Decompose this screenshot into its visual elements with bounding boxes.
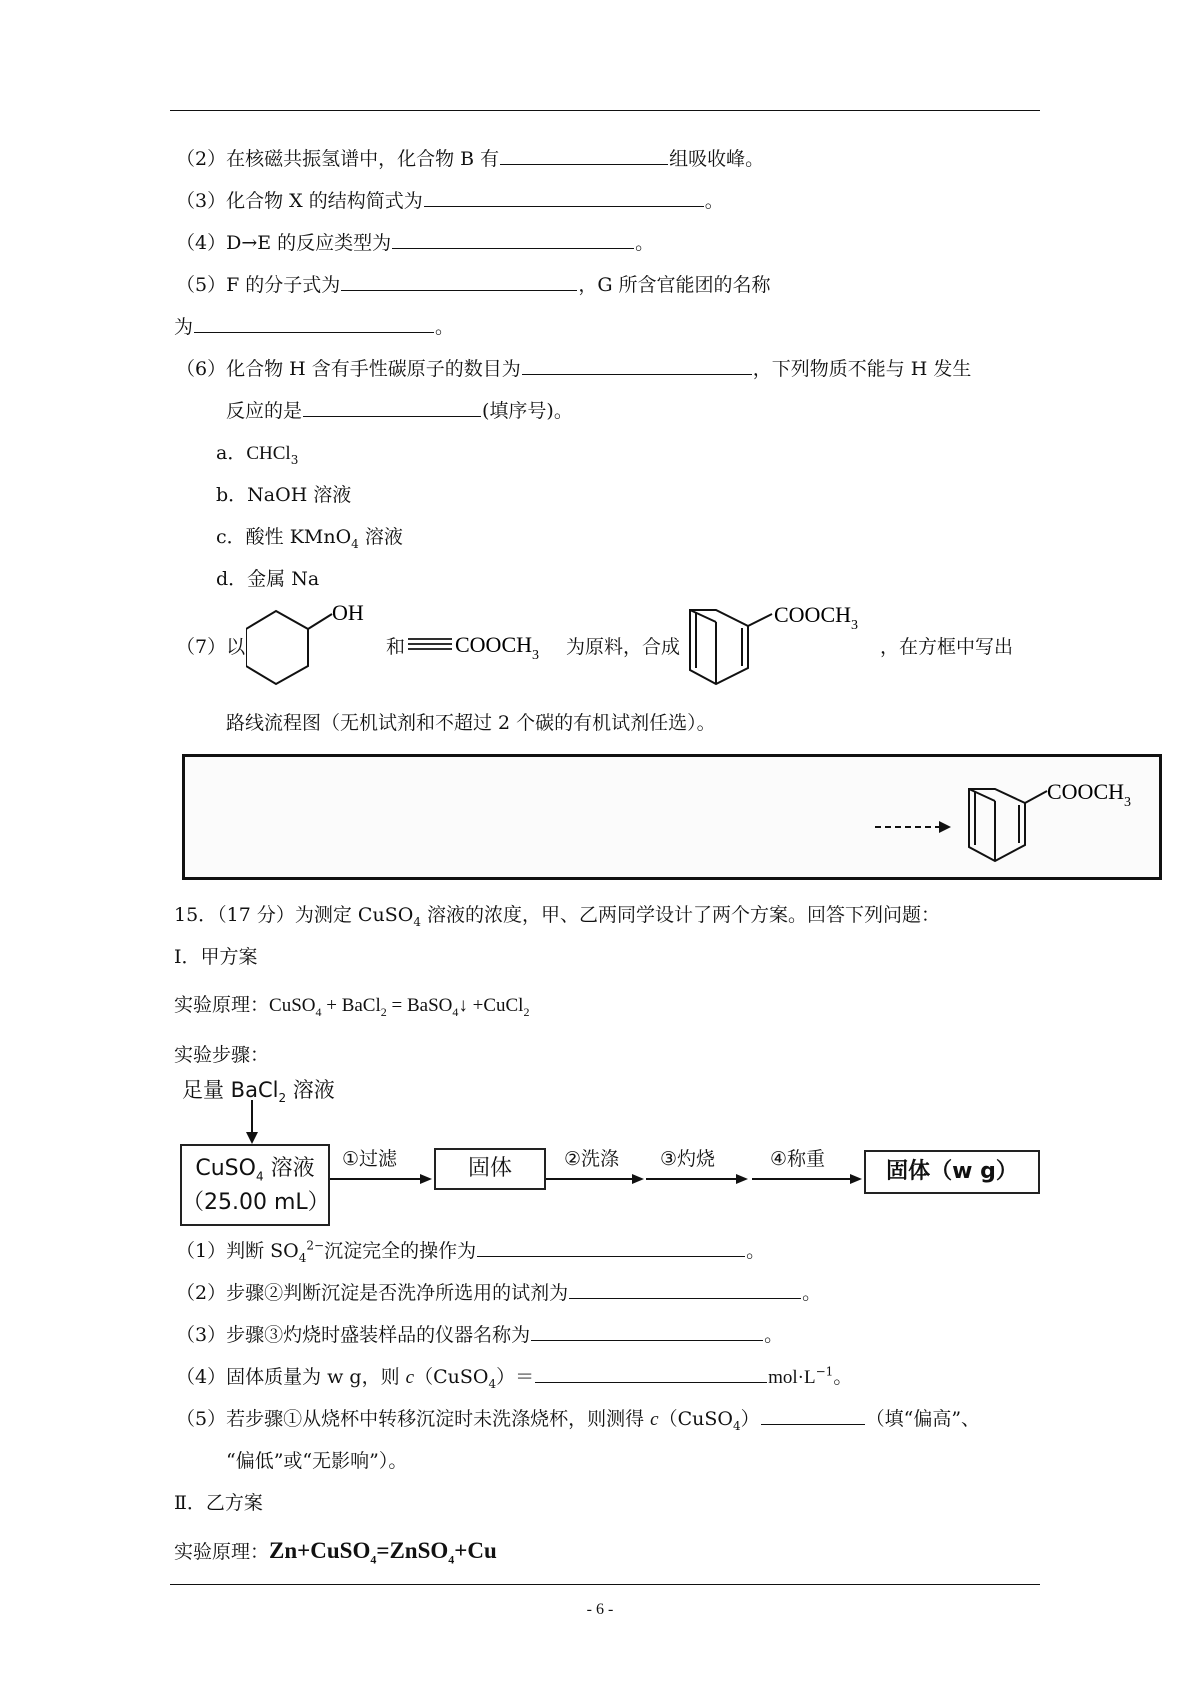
q15-part5-text: （5）若步骤①从烧杯中转移沉淀时未洗涤烧杯，则测得 (176, 1408, 651, 1430)
principle-label: 实验原理： (174, 994, 270, 1016)
q14-part6-text: （6）化合物 H 含有手性碳原子的数目为 (176, 358, 521, 380)
bicyclic-ester-structure (680, 600, 890, 690)
q14-part6-line2 (226, 398, 573, 424)
unit: mol·L (768, 1367, 816, 1388)
option-letter: c． (216, 526, 246, 548)
q15-part5-line2: “偏低”或“无影响”）。 (226, 1450, 408, 1472)
q15-part3 (176, 1322, 783, 1348)
answer-blank[interactable] (341, 272, 577, 291)
answer-blank[interactable] (303, 398, 481, 417)
answer-blank[interactable] (569, 1280, 801, 1299)
answer-blank[interactable] (194, 314, 434, 333)
answer-blank[interactable] (535, 1364, 767, 1383)
step-ignite-label: ③灼烧 (660, 1148, 716, 1170)
answer-box-product (875, 771, 1165, 867)
q15-part5 (176, 1406, 980, 1433)
principle2 (174, 1538, 497, 1565)
subscript: 4 (488, 1376, 497, 1391)
q15-part5-mid2: ） (740, 1408, 760, 1430)
option-letter: b． (216, 484, 248, 506)
ester-label: COOCH (455, 632, 533, 657)
option-d-text: 金属 Na (247, 568, 320, 590)
q15-header-post: 溶液的浓度，甲、乙两同学设计了两个方案。回答下列问题： (420, 904, 940, 926)
step-wash-label: ②洗涤 (564, 1148, 620, 1170)
reagent-arrow (244, 1100, 260, 1144)
q14-part3-post: 。 (704, 190, 724, 212)
option-letter: d． (216, 568, 248, 590)
q14-part7-line2: 路线流程图（无机试剂和不超过 2 个碳的有机试剂任选）。 (226, 712, 716, 734)
principle1 (174, 992, 529, 1019)
option-letter: a． (216, 442, 247, 464)
answer-box[interactable] (182, 754, 1162, 880)
answer-blank[interactable] (500, 146, 668, 165)
q14-part6-post: (填序号)。 (482, 400, 573, 422)
q15-header (174, 902, 940, 928)
q15-part4-post: 。 (833, 1366, 853, 1388)
answer-blank[interactable] (531, 1322, 763, 1341)
q15-part1-text: （1）判断 SO (176, 1240, 299, 1262)
q15-part2-text: （2）步骤②判断沉淀是否洗净所选用的试剂为 (176, 1282, 569, 1304)
subscript: 3 (851, 618, 859, 633)
answer-blank[interactable] (522, 356, 752, 375)
subscript: 3 (290, 452, 299, 467)
q15-part1 (176, 1238, 765, 1264)
answer-blank[interactable] (424, 188, 704, 207)
steps-label: 实验步骤： (174, 1044, 270, 1066)
q15-part4-text: （4）固体质量为 w g，则 (176, 1366, 406, 1388)
q14-part5-line2-pre: 为 (174, 316, 194, 338)
option-b (216, 482, 351, 508)
option-b-text: NaOH 溶液 (247, 484, 352, 506)
q15-part4-mid: （CuSO (414, 1366, 489, 1388)
q14-part4-text: （4）D→E 的反应类型为 (176, 232, 392, 254)
q14-part5-text: （5）F 的分子式为 (176, 274, 341, 296)
q15-part3-text: （3）步骤③灼烧时盛装样品的仪器名称为 (176, 1324, 531, 1346)
q14-part5-post: 。 (435, 316, 455, 338)
subscript: 4 (298, 1250, 307, 1265)
q14-part6 (176, 356, 971, 382)
q14-part5-line2 (174, 314, 454, 340)
principle-label: 实验原理： (174, 1541, 270, 1563)
flow-arrow (330, 1172, 434, 1186)
q15-part1-text2: 沉淀完全的操作为 (324, 1240, 477, 1262)
answer-blank[interactable] (477, 1238, 745, 1257)
option-d (216, 566, 319, 592)
subscript: 4 (351, 536, 359, 551)
q15-part5-mid: （CuSO (658, 1408, 733, 1430)
subscript: 3 (532, 648, 540, 663)
flow-arrow (646, 1172, 750, 1186)
option-a-text: CHCl (246, 443, 291, 464)
q14-part2-text: （2）在核磁共振氢谱中，化合物 B 有 (176, 148, 500, 170)
q15-part3-post: 。 (764, 1324, 784, 1346)
answer-blank[interactable] (392, 230, 634, 249)
q15-header-text: 15．（17 分）为测定 CuSO (174, 904, 414, 926)
q14-part2 (176, 146, 764, 172)
subscript: 4 (732, 1418, 741, 1433)
superscript: 2− (306, 1238, 325, 1253)
answer-blank[interactable] (761, 1406, 865, 1425)
subscript: 4 (413, 914, 421, 929)
flow-arrow (546, 1172, 646, 1186)
q15-part1-post: 。 (746, 1240, 766, 1262)
svg-text:COOCH3 (774, 602, 858, 633)
q14-part3 (176, 188, 724, 214)
plan1-title: Ⅰ．甲方案 (174, 946, 258, 968)
plan2-title: Ⅱ．乙方案 (174, 1492, 263, 1514)
oh-label: OH (332, 600, 364, 625)
q14-part2-post: 组吸收峰。 (669, 148, 765, 170)
cyclohexanol-structure (246, 600, 386, 690)
option-c (216, 524, 403, 550)
q14-part4 (176, 230, 654, 256)
flow-arrow (752, 1172, 864, 1186)
target-ester-label: COOCH (774, 602, 852, 627)
c-symbol: c (405, 1367, 415, 1388)
methyl-propiolate-structure (408, 626, 568, 666)
c-symbol: c (650, 1409, 659, 1430)
flow-box-sample: CuSO$_4$ 溶液 （25.00 mL） (180, 1144, 330, 1226)
flow-box-result: 固体（w g） (864, 1150, 1040, 1194)
q15-part2-post: 。 (802, 1282, 822, 1304)
footer-rule (170, 1584, 1040, 1585)
option-c-post: 溶液 (358, 526, 403, 548)
subscript: 3 (1124, 795, 1132, 810)
equation-2: Zn+CuSO$_4$=ZnSO$_4$+Cu (269, 1538, 497, 1567)
page-number: - 6 - (586, 1601, 614, 1618)
reagent-label: 足量 BaCl$_2$ 溶液 (182, 1078, 335, 1106)
q14-part5-mid: ，G 所含官能团的名称 (578, 274, 771, 296)
q15-part2 (176, 1280, 821, 1306)
q14-part4-post: 。 (635, 232, 655, 254)
q14-part3-text: （3）化合物 X 的结构简式为 (176, 190, 423, 212)
q15-part4 (176, 1364, 852, 1391)
superscript: −1 (815, 1364, 834, 1379)
q14-part5 (176, 272, 771, 298)
svg-text:COOCH3 (1047, 779, 1131, 810)
q14-part7-pre: （7）以 (176, 636, 246, 658)
q14-part6-mid: ，下列物质不能与 H 发生 (752, 358, 972, 380)
q15-part5-post: （填“偏高”、 (865, 1408, 981, 1430)
step-weigh-label: ④称重 (770, 1148, 826, 1170)
q14-part6-line2-pre: 反应的是 (226, 400, 303, 422)
header-rule (170, 110, 1040, 111)
svg-text:COOCH3 (455, 632, 539, 663)
q14-part7-raw: 为原料，合成 (566, 636, 681, 658)
q15-part4-mid2: ）＝ (496, 1366, 535, 1388)
step-filter-label: ①过滤 (342, 1148, 398, 1170)
equation-1: CuSO$_4$ + BaCl$_2$ = BaSO$_4$↓ +CuCl$_2$ (269, 995, 530, 1019)
option-a (216, 440, 298, 467)
q14-part7-post: ，在方框中写出 (880, 636, 1014, 658)
q14-part7-and: 和 (386, 636, 406, 658)
product-label: COOCH (1047, 779, 1125, 804)
option-c-text: 酸性 KMnO (245, 526, 352, 548)
flow-box-solid: 固体 (434, 1148, 546, 1190)
